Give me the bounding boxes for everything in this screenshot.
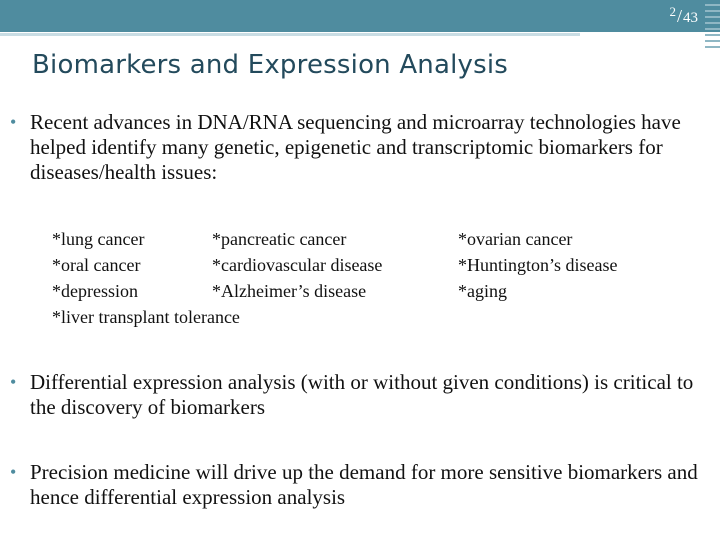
- bullet-item: [10, 370, 710, 420]
- header-right-decoration: [705, 0, 720, 48]
- disease-item: *pancreatic cancer: [212, 229, 347, 249]
- disease-item: *Alzheimer’s disease: [212, 281, 367, 301]
- bullet-text: Differential expression analysis (with or without given conditions) is critical to the discovery of biomarkers: [30, 370, 694, 419]
- disease-item: *aging: [458, 281, 507, 301]
- bullet-item: [10, 460, 710, 510]
- page-current: 2: [669, 4, 676, 19]
- bullet-dot-icon: •: [10, 372, 17, 392]
- disease-item: *depression: [52, 281, 138, 301]
- disease-item: *cardiovascular disease: [212, 255, 383, 275]
- bullet-dot-icon: •: [10, 462, 17, 482]
- disease-item: *liver transplant tolerance: [52, 307, 240, 327]
- header-accent-stripe: [0, 33, 580, 36]
- page-total: 43: [683, 10, 698, 26]
- disease-column-3: [458, 226, 618, 304]
- page-number: [669, 4, 698, 27]
- page-separator: /: [676, 6, 682, 26]
- disease-item: *ovarian cancer: [458, 229, 573, 249]
- disease-item: *lung cancer: [52, 229, 145, 249]
- bullet-text: Recent advances in DNA/RNA sequencing and microarray technologies have helped identify many genetic, epigenetic and transcriptomic biomarkers for diseases/health issues:: [30, 110, 681, 184]
- slide-title: Biomarkers and Expression Analysis: [32, 50, 509, 80]
- disease-item: *Huntington’s disease: [458, 255, 618, 275]
- disease-item: *oral cancer: [52, 255, 141, 275]
- bullet-text: Precision medicine will drive up the demand for more sensitive biomarkers and hence differential expression analysis: [30, 460, 698, 509]
- bullet-dot-icon: •: [10, 112, 17, 132]
- disease-column-2: [212, 226, 382, 304]
- header-band: [0, 0, 720, 32]
- bullet-item: [10, 110, 710, 185]
